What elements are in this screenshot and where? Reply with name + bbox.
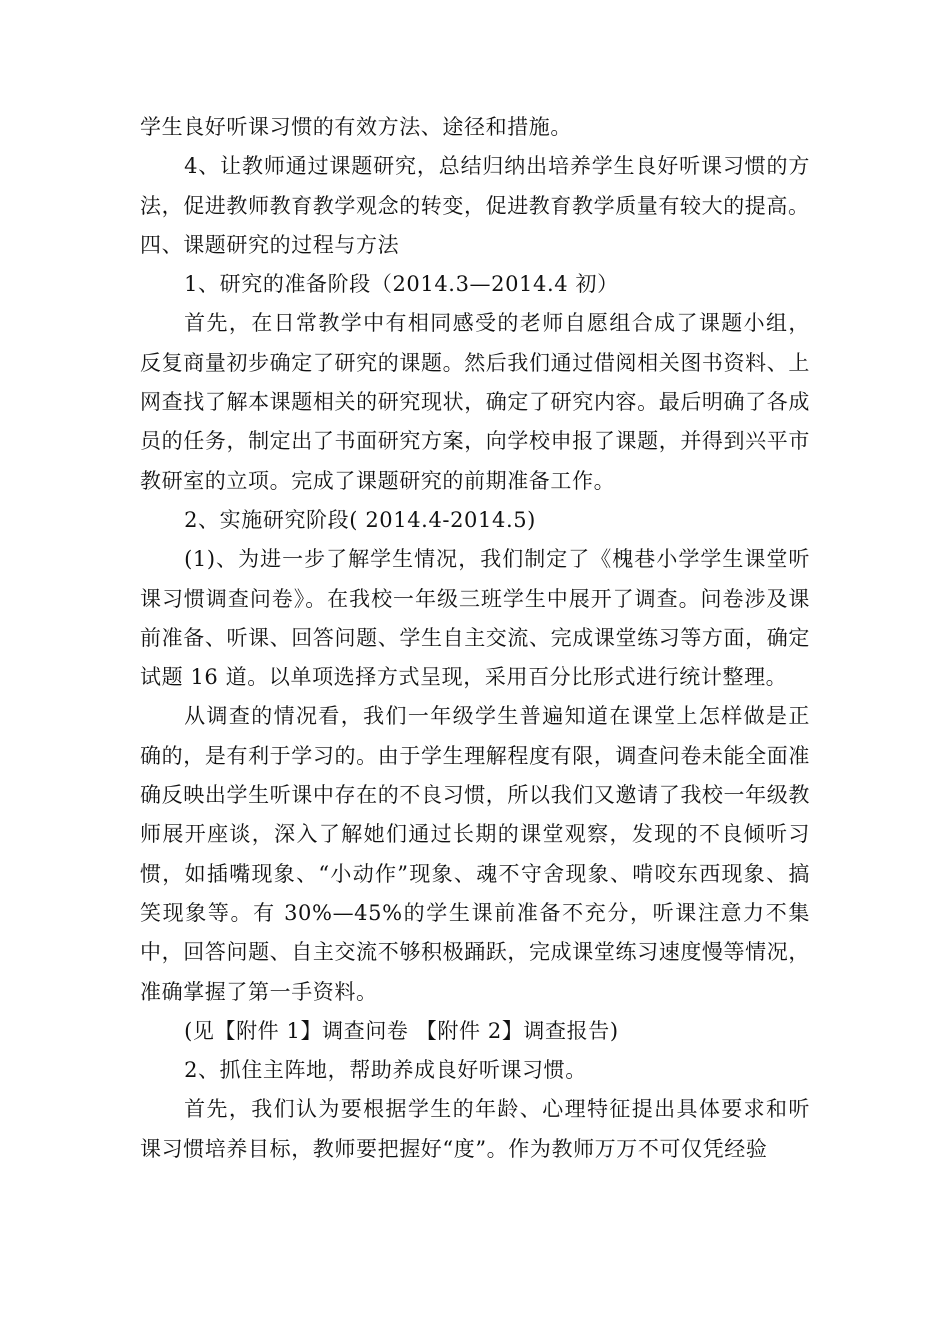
- paragraph-classroom-detail: 首先，我们认为要根据学生的年龄、心理特征提出具体要求和听课习惯培养目标，教师要把握好“度”。作为教师万万不可仅凭经验: [140, 1097, 810, 1161]
- subsection-heading-prep: 1、研究的准备阶段（2014.3—2014.4 初）: [184, 272, 619, 297]
- section-heading: 四、课题研究的过程与方法: [140, 232, 400, 257]
- subsection-heading-implement: 2、实施研究阶段( 2014.4-2014.5): [184, 507, 536, 532]
- paragraph-findings: 从调查的情况看，我们一年级学生普遍知道在课堂上怎样做是正确的，是有利于学习的。由于学生理解程度有限，调查问卷未能全面准确反映出学生听课中存在的不良习惯，所以我们又邀请了我校一年级教师展开座谈，深入了解她们通过长期的课堂观察，发现的不良倾听习惯，如插嘴现象、“小动作”现象、魂不守舍现象、啃咬东西现象、搞笑现象等。有 30%—45%的学生课前准备不充分，听课注意力不集中，回答问题、自主交流不够积极踊跃，完成课堂练习速度慢等情况，准确掌握了第一手资料。: [140, 704, 810, 1004]
- paragraph-2: 4、让教师通过课题研究，总结归纳出培养学生良好听课习惯的方法，促进教师教育教学观念的转变，促进教育教学质量有较大的提高。: [140, 154, 810, 218]
- paragraph-prep-detail: 首先，在日常教学中有相同感受的老师自愿组合成了课题小组，反复商量初步确定了研究的课题。然后我们通过借阅相关图书资料、上网查找了解本课题相关的研究现状，确定了研究内容。最后明确了各成员的任务，制定出了书面研究方案，向学校申报了课题，并得到兴平市教研室的立项。完成了课题研究的前期准备工作。: [140, 311, 810, 493]
- appendix-reference: (见【附件 1】调查问卷 【附件 2】调查报告): [184, 1018, 619, 1043]
- subsection-heading-classroom: 2、抓住主阵地，帮助养成良好听课习惯。: [184, 1058, 587, 1083]
- document-body: [140, 108, 810, 1169]
- paragraph-1: 学生良好听课习惯的有效方法、途径和措施。: [140, 115, 572, 139]
- paragraph-survey: (1)、为进一步了解学生情况，我们制定了《槐巷小学学生课堂听课习惯调查问卷》。在我校一年级三班学生中展开了调查。问卷涉及课前准备、听课、回答问题、学生自主交流、完成课堂练习等方面，确定试题 16 道。以单项选择方式呈现，采用百分比形式进行统计整理。: [140, 547, 810, 690]
